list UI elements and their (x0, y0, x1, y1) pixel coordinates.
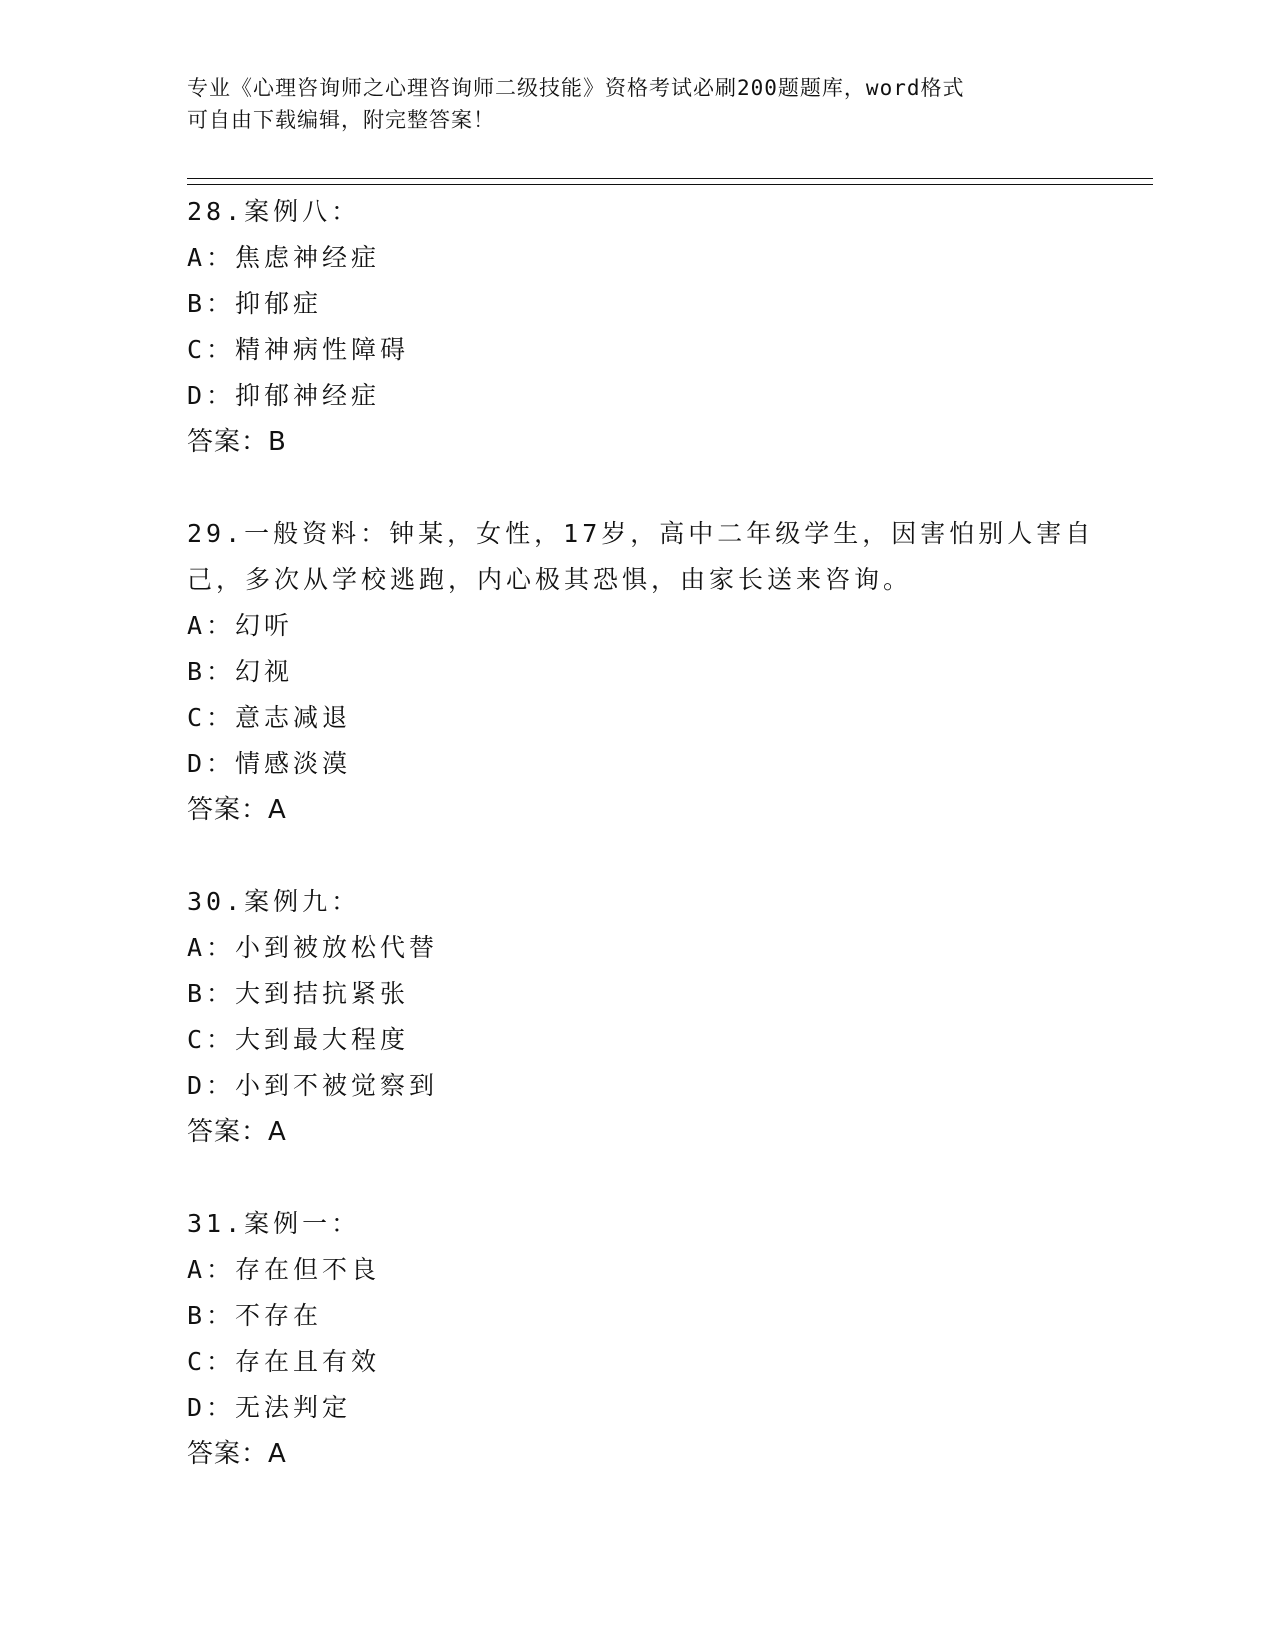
option-a: A：小到被放松代替 (187, 933, 439, 962)
answer-line: 答案：B (187, 427, 287, 457)
question-spacer (187, 465, 1107, 511)
question-stem: 30.案例九： (187, 887, 361, 916)
option-c: C：精神病性障碍 (187, 335, 410, 364)
question-stem: 28.案例八： (187, 197, 361, 226)
option-a: A：焦虑神经症 (187, 243, 381, 272)
option-b: B：抑郁症 (187, 289, 323, 318)
question-29 (187, 511, 1107, 833)
option-d: D：情感淡漠 (187, 749, 352, 778)
header-divider-bottom (187, 184, 1153, 185)
question-31 (187, 1201, 1107, 1477)
option-c: C：意志减退 (187, 703, 352, 732)
option-b: B：大到拮抗紧张 (187, 979, 410, 1008)
header-divider-top (187, 178, 1153, 179)
question-stem-line-2: 己，多次从学校逃跑，内心极其恐惧，由家长送来咨询。 (187, 565, 913, 594)
answer-line: 答案：A (187, 1439, 287, 1469)
question-stem-line-1: 29.一般资料：钟某，女性，17岁，高中二年级学生，因害怕别人害自 (187, 519, 1095, 548)
option-a: A：幻听 (187, 611, 294, 640)
option-c: C：存在且有效 (187, 1347, 381, 1376)
option-c: C：大到最大程度 (187, 1025, 410, 1054)
option-a: A：存在但不良 (187, 1255, 381, 1284)
header-line-1: 专业《心理咨询师之心理咨询师二级技能》资格考试必刷200题题库，word格式 (187, 76, 965, 100)
answer-line: 答案：A (187, 1117, 287, 1147)
question-28 (187, 189, 1107, 465)
question-spacer (187, 1155, 1107, 1201)
option-d: D：抑郁神经症 (187, 381, 381, 410)
question-spacer (187, 833, 1107, 879)
question-30 (187, 879, 1107, 1155)
option-d: D：无法判定 (187, 1393, 352, 1422)
question-list (187, 189, 1107, 1477)
answer-line: 答案：A (187, 795, 287, 825)
question-stem: 31.案例一： (187, 1209, 361, 1238)
header-line-2: 可自由下载编辑，附完整答案！ (187, 108, 495, 132)
option-d: D：小到不被觉察到 (187, 1071, 439, 1100)
option-b: B：幻视 (187, 657, 294, 686)
document-header (187, 72, 1087, 136)
option-b: B：不存在 (187, 1301, 323, 1330)
